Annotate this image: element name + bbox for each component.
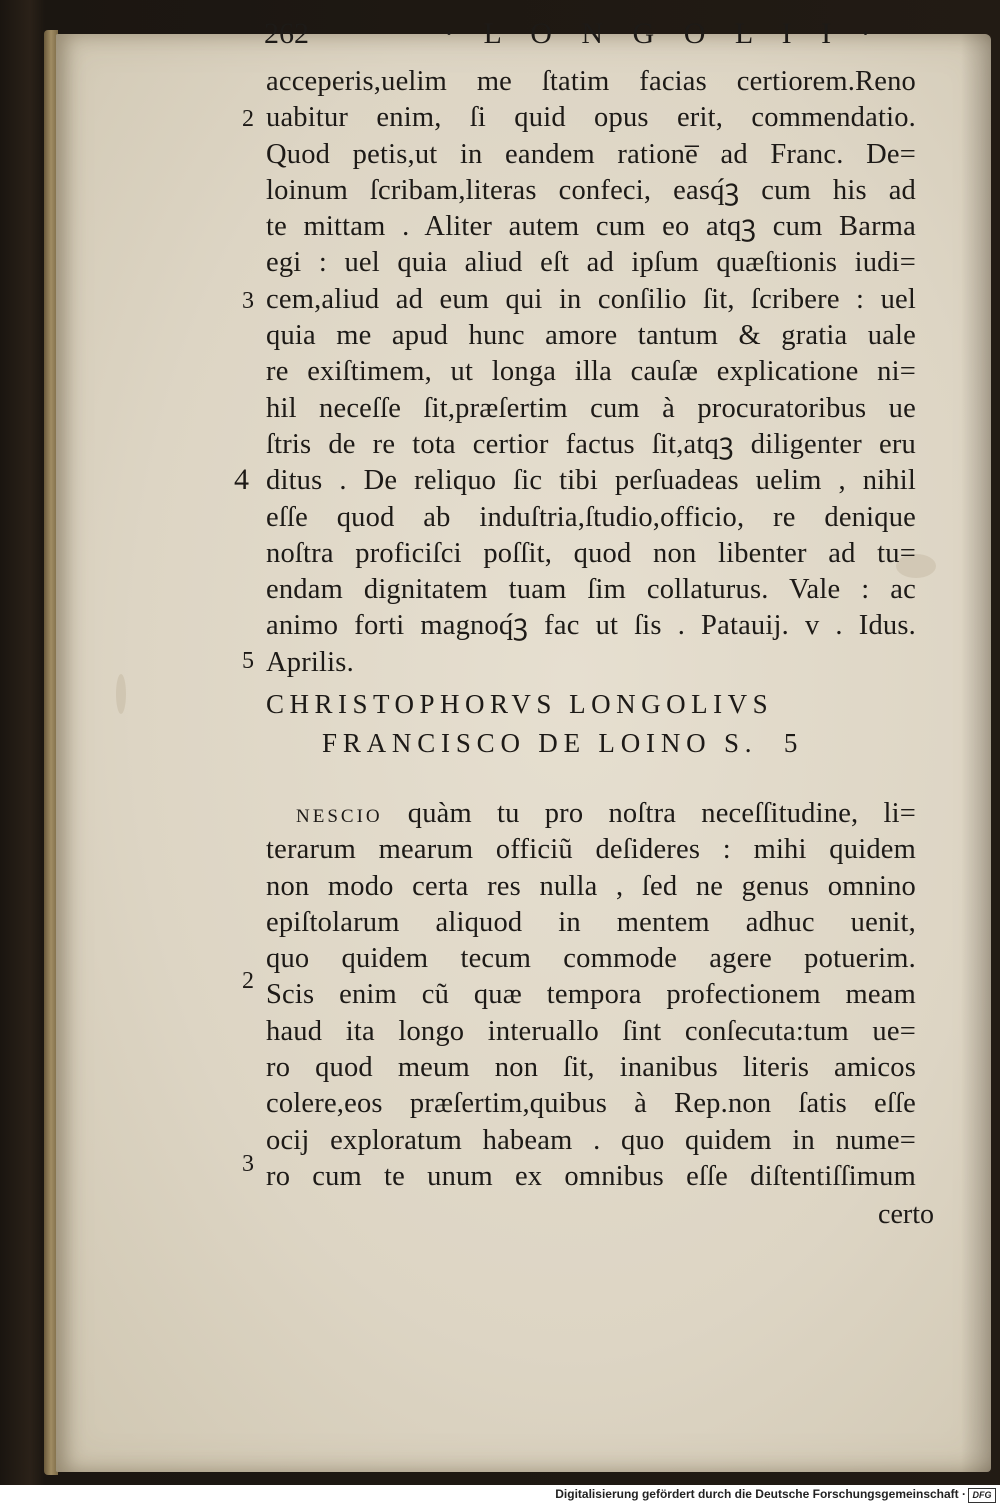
text-line: non modo certa res nulla , ſed ne genus omnino [266, 870, 916, 902]
text-line: ocij exploratum habeam . quo quidem in nume= [266, 1124, 916, 1156]
incipit-word: NESCIO [296, 806, 383, 827]
margin-number: 3 [242, 1151, 254, 1177]
text-line: re exiſtimem, ut longa illa cauſæ explicatione ni= [266, 356, 916, 388]
text-line: hil neceſſe ſit,præſertim cum à procuratoribus ue [266, 392, 916, 424]
dfg-logo: DFG [968, 1488, 996, 1503]
digitization-footer [0, 1485, 1000, 1505]
text-line: ro quod meum non ſit, inanibus literis amicos [266, 1052, 916, 1084]
letter-text-continued [266, 64, 916, 681]
text-line: Aprilis. [266, 646, 354, 678]
running-head: · L O N G O L I I · [444, 17, 882, 50]
page-shadow [961, 34, 991, 1472]
text-line: egi : uel quia aliud eſt ad ipſum quæſtionis iudi= [266, 247, 916, 279]
text-line: ſtris de re tota certior factus ſit,atqꝫ diligenter eru [266, 428, 916, 460]
page-number: 262 [264, 17, 309, 50]
text-line: noſtra proficiſci poſſit, quod non libenter ad tu= [266, 537, 916, 569]
text-line: terarum mearum officiũ deſideres : mihi quidem [266, 834, 916, 866]
text-line: uabitur enim, ſi quid opus erit, commendatio. [266, 102, 916, 134]
text-line: acceperis,uelim me ſtatim facias certiorem.Reno [266, 66, 916, 97]
text-line: colere,eos præſertim,quibus à Rep.non ſatis eſſe [266, 1088, 916, 1120]
margin-number: 2 [242, 106, 254, 132]
text-line: eſſe quod ab induſtria,ſtudio,officio, re denique [266, 501, 916, 533]
text-line: Quod petis,ut in eandem ratione̅ ad Franc. De= [266, 138, 916, 170]
page-header [264, 14, 884, 54]
recipient-name: FRANCISCO DE LOINO S. [322, 728, 758, 758]
margin-number: 5 [242, 648, 254, 674]
text-line: loinum ſcribam,literas confeci, easq́ꝫ cum his ad [266, 174, 916, 206]
text-line: cem,aliud ad eum qui in conſilio ſit, ſcribere : uel [266, 283, 916, 315]
text-line: animo forti magnoq́ꝫ fac ut ſis . Patauij. v . Idus. [266, 610, 916, 642]
first-line-text: quàm tu pro noſtra neceſſitudine, li= [407, 798, 917, 829]
margin-number: 4 [234, 463, 249, 496]
text-line: ro cum te unum ex omnibus eſſe diſtentiſſimum [266, 1160, 916, 1192]
page-stain [116, 674, 126, 714]
letter-text [266, 796, 916, 1195]
text-line: ditus . De reliquo ſic tibi perſuadeas uelim , nihil [266, 465, 916, 497]
margin-number: 2 [242, 968, 254, 994]
text-line: epiſtolarum aliquod in mentem adhuc uenit, [266, 906, 916, 938]
text-line: Scis enim cũ quæ tempora profectionem meam [266, 979, 916, 1011]
margin-number: 3 [242, 288, 254, 314]
letter-heading-recipient [322, 723, 962, 763]
heading-marginal-number: 5 [783, 728, 804, 758]
text-line: haud ita longo interuallo ſint conſecuta:tum ue= [266, 1015, 916, 1047]
letter-heading-sender: CHRISTOPHORVS LONGOLIVS [266, 689, 774, 719]
text-line: endam dignitatem tuam ſim collaturus. Vale : ac [266, 574, 916, 606]
text-line: te mittam . Aliter autem cum eo atqꝫ cum Barma [266, 211, 916, 243]
text-line: quo quidem tecum commode agere potuerim. [266, 943, 916, 975]
catchword: certo [878, 1199, 934, 1230]
text-line: quia me apud hunc amore tantum & gratia uale [266, 320, 916, 352]
text-line-first [266, 796, 916, 832]
funding-credit: Digitalisierung gefördert durch die Deutsche Forschungsgemeinschaft · [555, 1487, 966, 1501]
